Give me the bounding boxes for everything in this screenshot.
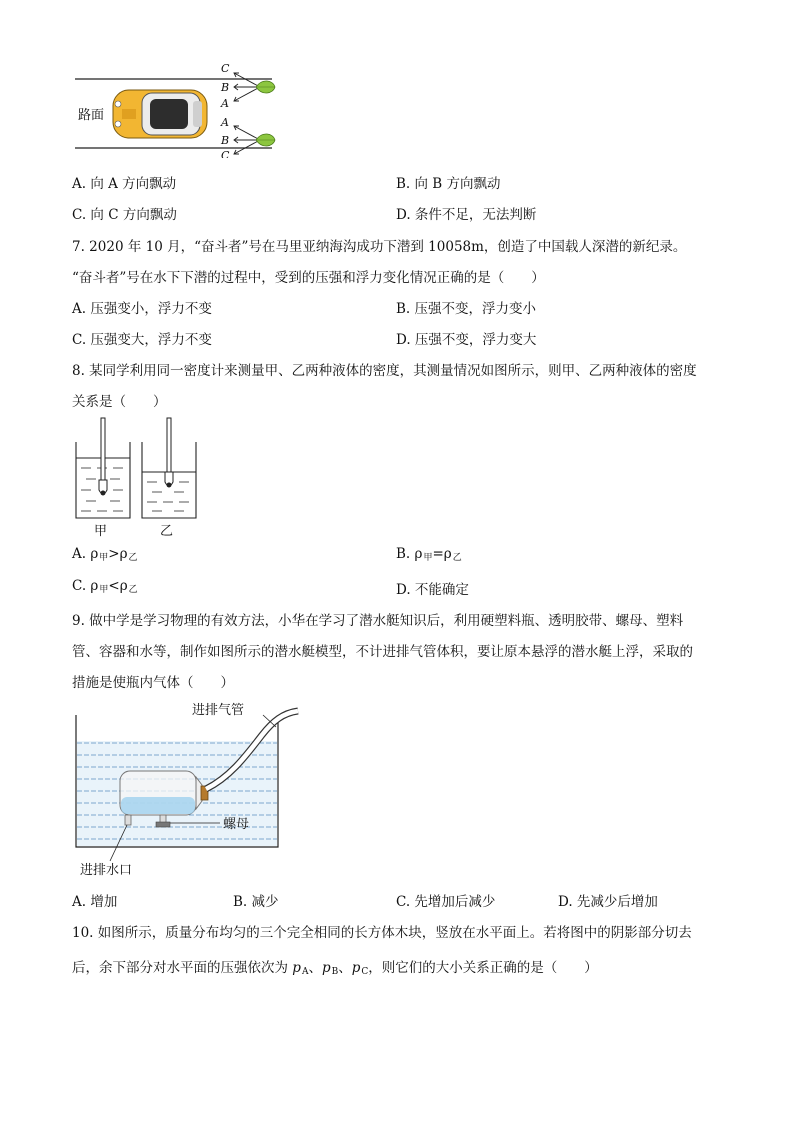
q8-stem-line1: 8. 某同学利用同一密度计来测量甲、乙两种液体的密度，其测量情况如图所示，则甲、乙两种液体的密度 [72, 363, 697, 379]
q8-option-b: B. $\rho_甲=\rho_乙$ [396, 546, 462, 563]
q9-option-b: B. 减少 [233, 894, 279, 910]
arrow-label-a-bottom: A [221, 116, 229, 129]
q7-stem-line1: 7. 2020 年 10 月，“奋斗者”号在马里亚纳海沟成功下潜到 10058m，创造了中国载人深潜的新纪录。 [72, 239, 687, 255]
q8-option-c: C. $\rho_甲<\rho_乙$ [72, 578, 138, 595]
q7-option-a: A. 压强变小，浮力不变 [72, 301, 212, 317]
q9-option-c: C. 先增加后减少 [396, 894, 496, 910]
q7-option-c: C. 压强变大，浮力不变 [72, 332, 212, 348]
q6-option-c: C. 向 C 方向飘动 [72, 207, 177, 223]
q10-stem-line1: 10. 如图所示，质量分布均匀的三个完全相同的长方体木块，竖放在水平面上。若将图中的阴影部分切去 [72, 925, 692, 941]
car-icon [113, 90, 207, 138]
q9-option-a: A. 增加 [72, 894, 118, 910]
q9-figure [70, 697, 305, 877]
label-inlet: 进排水口 [80, 863, 133, 877]
q7-stem-line2: “奋斗者”号在水下下潜的过程中，受到的压强和浮力变化情况正确的是（ ） [72, 270, 545, 286]
q7-option-b: B. 压强不变，浮力变小 [396, 301, 537, 317]
q8-option-d: D. 不能确定 [396, 582, 469, 598]
q9-option-d: D. 先减少后增加 [558, 894, 658, 910]
leaf-icon [256, 81, 275, 93]
beaker-yi [142, 418, 196, 518]
q6-figure [70, 63, 280, 158]
beaker-jia [76, 418, 130, 518]
q9-stem-line2: 管、容器和水等，制作如图所示的潜水艇模型，不计进排气管体积，要让原本悬浮的潜水艇上浮，采取的 [72, 644, 693, 660]
arrow-label-b-top: B [221, 81, 230, 94]
q9-stem-line1: 9. 做中学是学习物理的有效方法，小华在学习了潜水艇知识后，利用硬塑料瓶、透明胶带、螺母、塑料 [72, 613, 684, 629]
q9-stem-line3: 措施是使瓶内气体（ ） [72, 675, 234, 691]
arrow-label-b-bottom: B [221, 134, 230, 147]
q6-option-a: A. 向 A 方向飘动 [72, 176, 177, 192]
q8-figure [70, 414, 210, 539]
q8-stem-line2: 关系是（ ） [72, 394, 167, 410]
arrow-label-a-top: A [221, 97, 229, 110]
road-label: 路面 [78, 108, 105, 123]
label-yi: 乙 [160, 524, 174, 539]
q10-stem-line2: 后，余下部分对水平面的压强依次为 $p_A$、$p_B$、$p_C$，则它们的大小关系正确的是（ ） [72, 960, 598, 977]
arrow-label-c-bottom: C [221, 149, 230, 158]
label-jia: 甲 [94, 524, 108, 539]
label-nut: 螺母 [223, 817, 250, 832]
leaf-icon [256, 134, 275, 146]
q6-option-d: D. 条件不足，无法判断 [396, 207, 537, 223]
label-pipe: 进排气管 [192, 703, 245, 718]
q6-option-b: B. 向 B 方向飘动 [396, 176, 501, 192]
q8-option-a: A. $\rho_甲>\rho_乙$ [72, 546, 138, 563]
q7-option-d: D. 压强不变，浮力变大 [396, 332, 537, 348]
arrow-label-c-top: C [221, 63, 230, 75]
